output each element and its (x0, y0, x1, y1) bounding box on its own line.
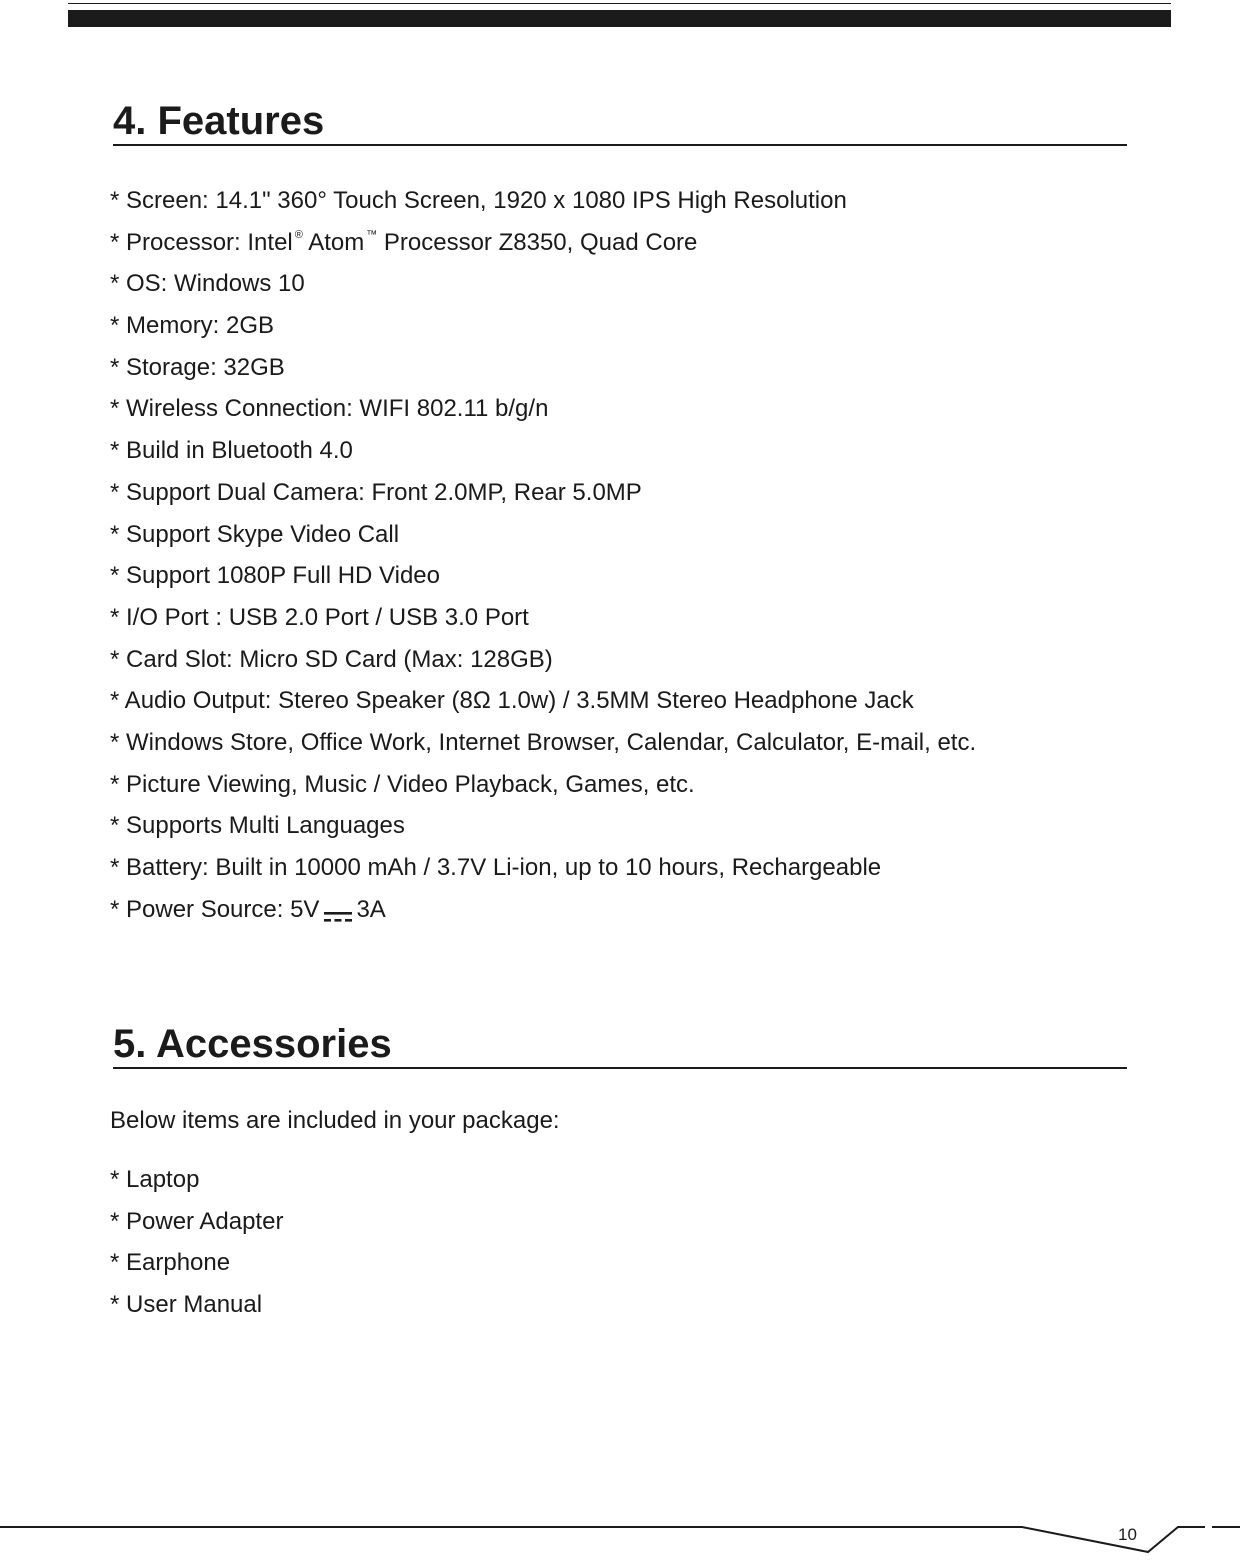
feature-item-processor (110, 226, 976, 268)
registered-mark: ® (294, 228, 303, 241)
dc-current-icon (323, 900, 353, 914)
feature-item-power (110, 893, 976, 935)
accessories-intro: Below items are included in your package: (110, 1107, 560, 1134)
processor-suffix: Processor Z8350, Quad Core (377, 228, 698, 256)
feature-item: * Audio Output: Stereo Speaker (8Ω 1.0w) / 3.5MM Stereo Headphone Jack (110, 687, 914, 715)
accessories-section-heading (113, 1021, 1127, 1069)
feature-item: * I/O Port : USB 2.0 Port / USB 3.0 Port (110, 603, 529, 631)
feature-item: * Support Dual Camera: Front 2.0MP, Rear 5.0MP (110, 478, 642, 506)
feature-item: * Supports Multi Languages (110, 812, 405, 840)
power-suffix: 3A (356, 895, 386, 923)
feature-item: * Windows Store, Office Work, Internet Browser, Calendar, Calculator, E-mail, etc. (110, 728, 977, 756)
feature-item: * OS: Windows 10 (110, 270, 305, 298)
accessory-item: * Power Adapter (110, 1207, 284, 1235)
header-bar (68, 10, 1171, 27)
feature-item: * Support 1080P Full HD Video (110, 562, 440, 590)
accessory-item: * Laptop (110, 1166, 200, 1193)
features-list (110, 184, 976, 934)
power-prefix: * Power Source: 5V (110, 895, 320, 923)
processor-middle: Atom (302, 228, 365, 256)
feature-item: * Storage: 32GB (110, 353, 285, 381)
feature-item: * Card Slot: Micro SD Card (Max: 128GB) (110, 645, 553, 673)
header-thin-rule (68, 3, 1171, 4)
features-section-heading (113, 98, 1127, 146)
footer-rule (0, 1505, 1240, 1560)
feature-item: * Battery: Built in 10000 mAh / 3.7V Li-ion, up to 10 hours, Rechargeable (110, 854, 882, 881)
feature-item: * Support Skype Video Call (110, 520, 400, 548)
feature-item: * Picture Viewing, Music / Video Playback, Games, etc. (110, 770, 695, 798)
trademark-mark: ™ (366, 228, 378, 241)
feature-item: * Memory: 2GB (110, 312, 275, 340)
accessory-item: * User Manual (110, 1291, 263, 1319)
accessories-list (110, 1165, 283, 1332)
features-title: 4. Features (113, 99, 325, 143)
feature-item: * Screen: 14.1" 360° Touch Screen, 1920 x 1080 IPS High Resolution (110, 187, 847, 214)
page-number: 10 (1118, 1525, 1137, 1544)
accessories-title: 5. Accessories (113, 1022, 392, 1066)
accessory-item: * Earphone (110, 1249, 231, 1277)
feature-item: * Wireless Connection: WIFI 802.11 b/g/n (110, 395, 549, 423)
processor-prefix: * Processor: Intel (110, 228, 293, 256)
feature-item: * Build in Bluetooth 4.0 (110, 437, 353, 465)
